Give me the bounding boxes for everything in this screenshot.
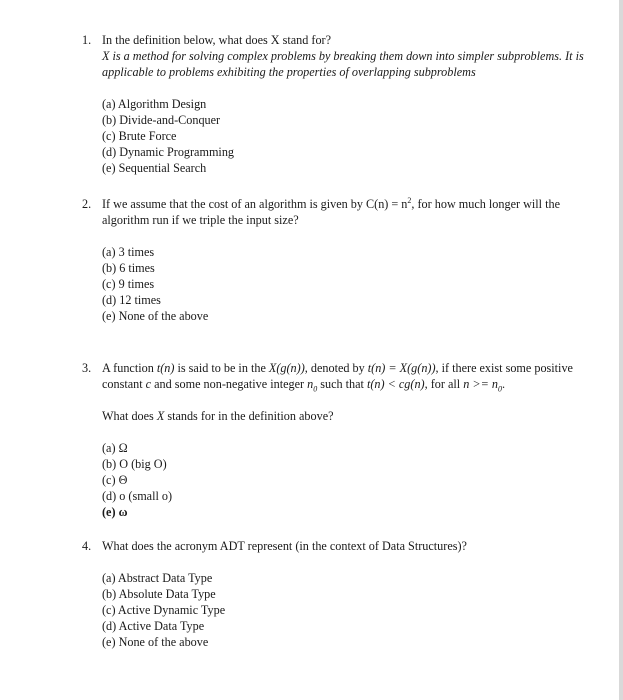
- stem-part: , for all: [424, 377, 464, 391]
- option-a: (a) 3 times: [102, 245, 155, 259]
- option-e: (e) None of the above: [102, 635, 209, 649]
- stem-part: What does: [102, 409, 157, 423]
- stem-part: , denoted by: [304, 361, 368, 375]
- options-list: [102, 244, 607, 324]
- option-a: (a) Ω: [102, 441, 128, 455]
- question-body: [102, 538, 607, 650]
- stem-math: t(n) = X(g(n)): [367, 361, 436, 375]
- stem-part: such that: [317, 377, 367, 391]
- question-number: 2.: [82, 197, 92, 211]
- options-list: [102, 440, 607, 520]
- page-edge: [619, 0, 623, 700]
- option-b: (b) Absolute Data Type: [102, 587, 216, 601]
- option-c: (c) 9 times: [102, 277, 155, 291]
- subscript: 0: [497, 384, 502, 394]
- option-c: (c) Active Dynamic Type: [102, 603, 226, 617]
- question-stem: [102, 360, 607, 392]
- option-e: (e) Sequential Search: [102, 161, 207, 175]
- question-number: 3.: [82, 361, 92, 375]
- option-d: (d) 12 times: [102, 293, 161, 307]
- option-c: (c) Θ: [102, 473, 128, 487]
- option-b: (b) 6 times: [102, 261, 155, 275]
- stem-part: A function: [102, 361, 157, 375]
- stem-part: .: [501, 377, 505, 391]
- stem-part: If we assume that the cost of an algorithm is given by C(n) = n: [102, 197, 408, 211]
- question-4: [82, 538, 607, 650]
- option-a: (a) Abstract Data Type: [102, 571, 213, 585]
- subscript: 0: [313, 384, 318, 394]
- question-body: [102, 360, 607, 520]
- option-e: (e) ω: [102, 505, 128, 519]
- definition-text: X is a method for solving complex problems by breaking them down into simpler subproblems. It is applicable to problems exhibiting the properties of overlapping subproblems: [102, 49, 584, 79]
- question-body: [102, 196, 607, 324]
- stem-math: X(g(n)): [268, 361, 305, 375]
- question-number: 4.: [82, 539, 92, 553]
- stem-math: n: [307, 377, 314, 391]
- options-list: [102, 570, 607, 650]
- stem-math: c: [145, 377, 152, 391]
- stem-part: is said to be in the: [174, 361, 269, 375]
- stem-part: , for how much longer will the algorithm run if we triple the input size?: [102, 197, 560, 227]
- stem-math: X: [156, 409, 165, 423]
- question-stem: In the definition below, what does X stand for?: [102, 33, 332, 47]
- option-d: (d) o (small o): [102, 489, 173, 503]
- option-a: (a) Algorithm Design: [102, 97, 207, 111]
- stem-math: t(n) < cg(n): [366, 377, 425, 391]
- question-2: [82, 196, 607, 324]
- question-stem: [102, 196, 607, 228]
- option-d: (d) Dynamic Programming: [102, 145, 235, 159]
- stem-part: stands for in the definition above?: [164, 409, 334, 423]
- question-stem: What does the acronym ADT represent (in the context of Data Structures)?: [102, 539, 467, 553]
- options-list: [102, 96, 607, 176]
- question-number: 1.: [82, 33, 92, 47]
- option-e: (e) None of the above: [102, 309, 209, 323]
- stem-math: n >= n: [463, 377, 498, 391]
- stem-math: t(n): [156, 361, 175, 375]
- question-body: [102, 32, 607, 176]
- option-b: (b) Divide-and-Conquer: [102, 113, 221, 127]
- stem-part: and some non-negative integer: [151, 377, 308, 391]
- option-c: (c) Brute Force: [102, 129, 177, 143]
- exponent: 2: [407, 196, 412, 205]
- option-d: (d) Active Data Type: [102, 619, 205, 633]
- option-b: (b) O (big O): [102, 457, 167, 471]
- stem-part: , if there exist some positive constant: [102, 361, 573, 391]
- question-3: [82, 360, 607, 520]
- question-1: [82, 32, 607, 176]
- followup-question: [102, 408, 607, 424]
